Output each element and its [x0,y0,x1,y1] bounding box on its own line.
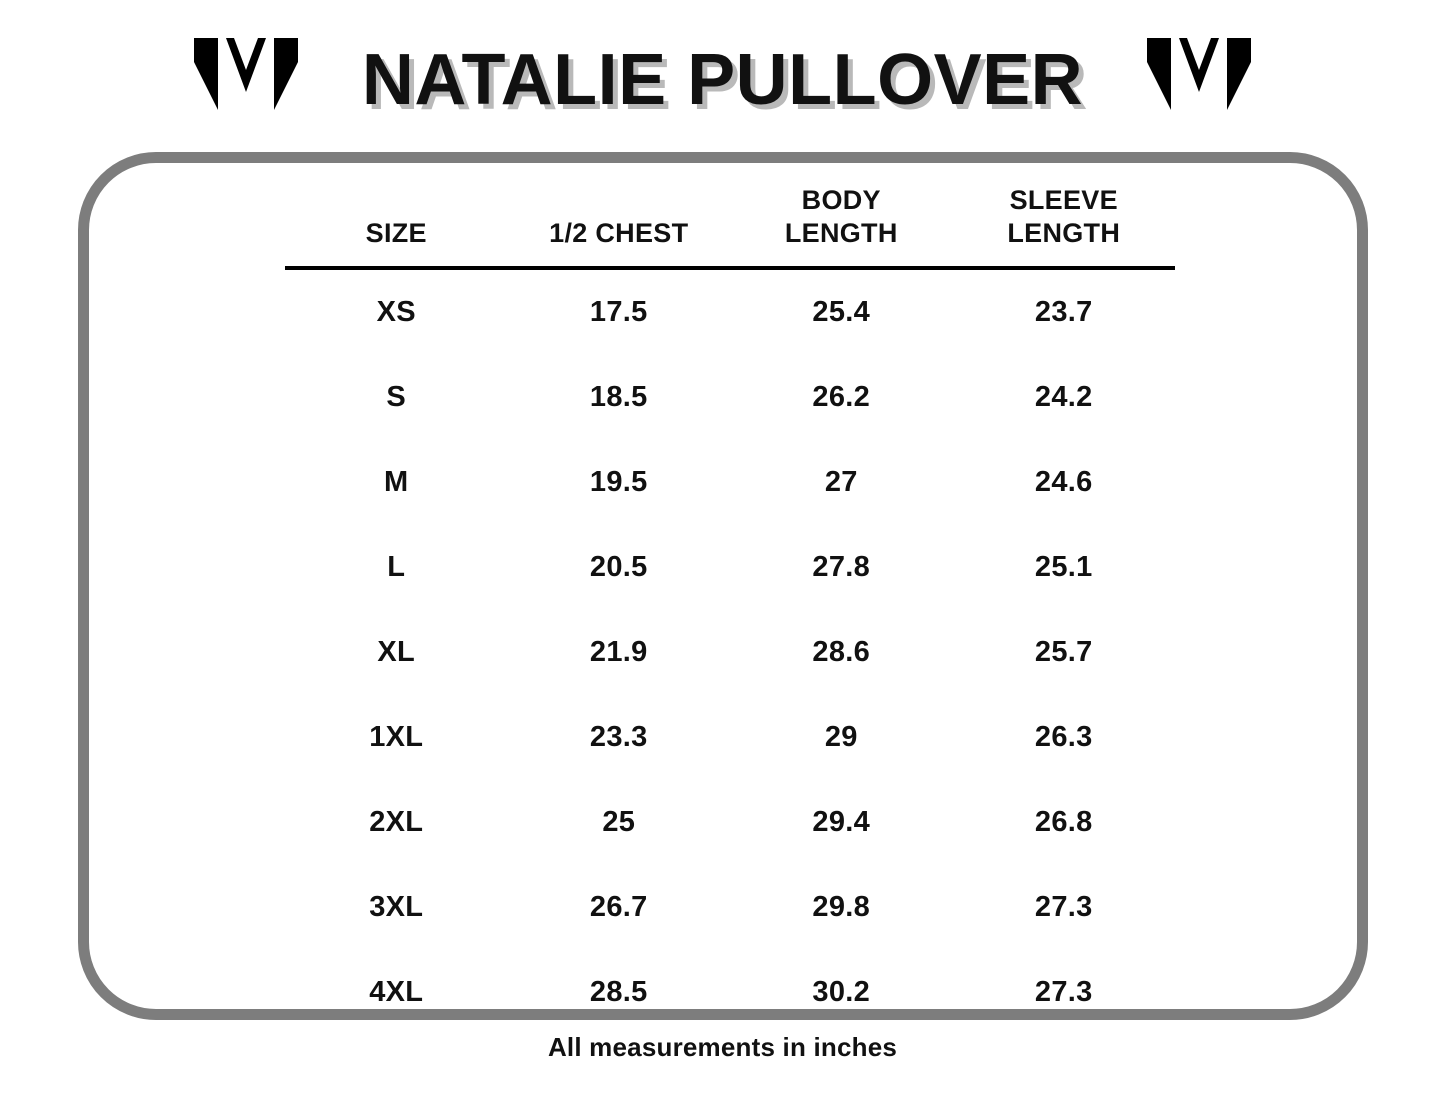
cell-size: XS [376,295,416,328]
column-header-half-chest [508,180,731,268]
table-header [285,180,1175,268]
cell-sleeve-length: 24.2 [1034,380,1093,413]
cell-half-chest: 26.7 [589,890,648,923]
cell-sleeve-length: 26.3 [1034,720,1093,753]
brand-m-logo-icon-right [1145,36,1253,124]
cell-half-chest: 20.5 [589,550,648,583]
column-header-sleeve-length [953,180,1176,268]
cell-sleeve-length: 26.8 [1034,805,1093,838]
cell-sleeve-length: 27.3 [1034,975,1093,1008]
cell-body-length: 29.4 [812,805,871,838]
cell-body-length: 29.8 [812,890,871,923]
table-row [285,268,1175,355]
column-header-half-chest-line1: 1/2 CHEST [549,217,689,248]
column-header-body-length [730,180,953,268]
cell-half-chest: 23.3 [589,720,648,753]
table-row [285,780,1175,865]
cell-body-length: 26.2 [812,380,871,413]
column-header-sleeve-length-line2: LENGTH [1007,217,1121,248]
column-header-size-line1: SIZE [365,217,427,248]
cell-body-length: 27 [824,465,858,498]
cell-sleeve-length: 27.3 [1034,890,1093,923]
page-title: NATALIE PULLOVER [361,39,1084,120]
cell-half-chest: 28.5 [589,975,648,1008]
table-row [285,950,1175,1035]
table-row [285,440,1175,525]
size-table-container [285,180,1175,1035]
cell-body-length: 28.6 [812,635,871,668]
cell-body-length: 25.4 [812,295,871,328]
table-row [285,610,1175,695]
cell-sleeve-length: 24.6 [1034,465,1093,498]
column-header-body-length-line1: BODY [801,185,881,215]
cell-body-length: 27.8 [812,550,871,583]
cell-half-chest: 19.5 [589,465,648,498]
cell-half-chest: 17.5 [589,295,648,328]
cell-half-chest: 21.9 [589,635,648,668]
table-header-row [285,180,1175,268]
cell-size: S [386,380,407,413]
column-header-size [285,180,508,268]
size-table [285,180,1175,1035]
table-row [285,525,1175,610]
cell-sleeve-length: 23.7 [1034,295,1093,328]
cell-size: 4XL [369,975,424,1008]
cell-size: 3XL [369,890,424,923]
table-row [285,355,1175,440]
cell-half-chest: 25 [602,805,636,838]
cell-sleeve-length: 25.1 [1034,550,1093,583]
cell-size: M [384,465,409,498]
cell-size: L [387,550,406,583]
cell-sleeve-length: 25.7 [1034,635,1093,668]
measurements-footnote: All measurements in inches [547,1032,898,1062]
cell-size: 1XL [369,720,424,753]
table-row [285,865,1175,950]
brand-m-logo-icon-left [192,36,300,124]
column-header-body-length-line2: LENGTH [784,217,898,248]
page-header [0,22,1445,137]
cell-body-length: 29 [824,720,858,753]
cell-size: XL [377,635,416,668]
table-body [285,268,1175,1035]
cell-body-length: 30.2 [812,975,871,1008]
cell-half-chest: 18.5 [589,380,648,413]
column-header-sleeve-length-line1: SLEEVE [1009,185,1118,215]
cell-size: 2XL [369,805,424,838]
table-row [285,695,1175,780]
